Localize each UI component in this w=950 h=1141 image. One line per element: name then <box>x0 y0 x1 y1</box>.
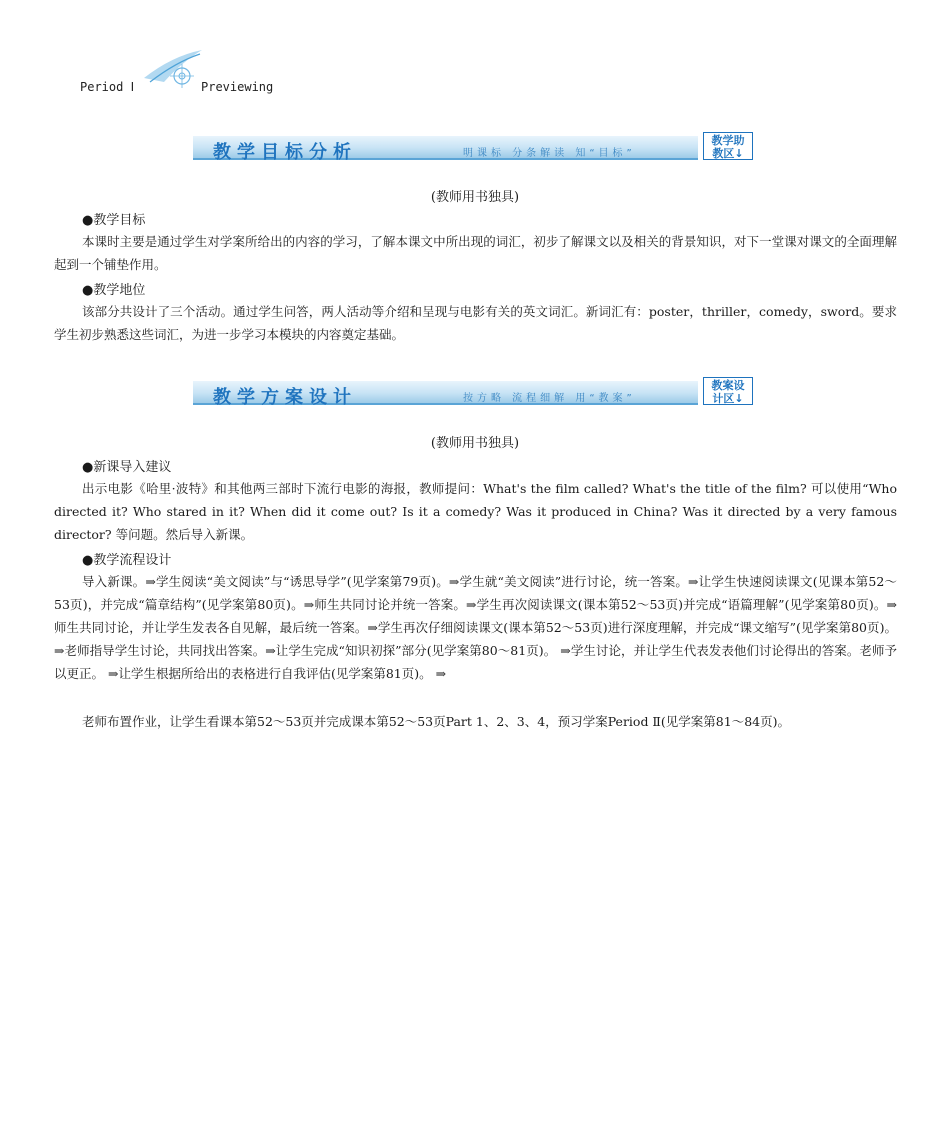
banner-box-line: 教区↓ <box>712 147 744 160</box>
period-number: Period Ⅰ <box>80 80 135 94</box>
banner-title: 教学方案设计 <box>213 387 357 408</box>
heading-lesson-intro: ●新课导入建议 <box>82 460 172 475</box>
banner-box <box>703 377 753 405</box>
banner-box-line: 教学助 <box>711 134 745 147</box>
heading-teaching-flow: ●教学流程设计 <box>82 553 172 568</box>
banner-bar <box>193 381 698 408</box>
banner-box-line: 教案设 <box>711 379 745 392</box>
section-banner-plan <box>193 377 758 407</box>
teacher-note: (教师用书独具) <box>430 436 520 451</box>
banner-subtitle: 明课标 分条解读 知“目标” <box>463 148 636 159</box>
banner-box <box>703 132 753 160</box>
paragraph-teaching-position: 该部分共设计了三个活动。通过学生问答，两人活动等介绍和呈现与电影有关的英文词汇。新词汇有：poster，thriller，comedy，sword。要求学生初步熟悉这些词汇，为进一步学习本模块的内容奠定基础。 <box>54 304 897 342</box>
banner-bar <box>193 136 698 163</box>
compass-logo-icon <box>142 48 202 98</box>
paragraph-teaching-goals: 本课时主要是通过学生对学案所给出的内容的学习，了解本课文中所出现的词汇，初步了解课文以及相关的背景知识，对下一堂课对课文的全面理解起到一个铺垫作用。 <box>54 234 897 272</box>
heading-teaching-position: ●教学地位 <box>82 283 146 298</box>
paragraph-lesson-intro: 出示电影《哈里·波特》和其他两三部时下流行电影的海报，教师提问：What's the film called? What's the title of the film? 可以使用“Who directed it? Who stared in it? When did it come out? Is it a comedy? Was it produced in China? Was it directed by a very famous director? 等问题。然后导入新课。 <box>54 481 897 542</box>
paragraph-homework: 老师布置作业，让学生看课本第52～53页并完成课本第52～53页Part 1、2、3、4，预习学案Period Ⅱ(见学案第81～84页)。 <box>82 714 790 729</box>
banner-title: 教学目标分析 <box>213 142 357 163</box>
heading-teaching-goals: ●教学目标 <box>82 213 146 228</box>
teacher-note: (教师用书独具) <box>430 190 520 205</box>
banner-subtitle: 按方略 流程细解 用“教案” <box>463 393 636 404</box>
paragraph-teaching-flow: 导入新课。⇒学生阅读“美文阅读”与“诱思导学”(见学案第79页)。⇒学生就“美文阅读”进行讨论，统一答案。⇒让学生快速阅读课文(见课本第52～53页)，并完成“篇章结构”(见学案第80页)。⇒师生共同讨论并统一答案。⇒学生再次阅读课文(课本第52～53页)并完成“语篇理解”(见学案第80页)。⇒师生共同讨论，并让学生发表各自见解，最后统一答案。⇒学生再次仔细阅读课文(课本第52～53页)进行深度理解，并完成“课文缩写”(见学案第80页)。⇒老师指导学生讨论，共同找出答案。⇒让学生完成“知识初探”部分(见学案第80～81页)。 ⇒学生讨论，并让学生代表发表他们讨论得出的答案。老师予以更正。 ⇒让学生根据所给出的表格进行自我评估(见学案第81页)。 ⇒ <box>54 574 897 681</box>
banner-box-line: 计区↓ <box>712 392 744 405</box>
period-header <box>80 48 340 108</box>
period-title: Previewing <box>201 80 274 94</box>
section-banner-goals <box>193 132 758 162</box>
